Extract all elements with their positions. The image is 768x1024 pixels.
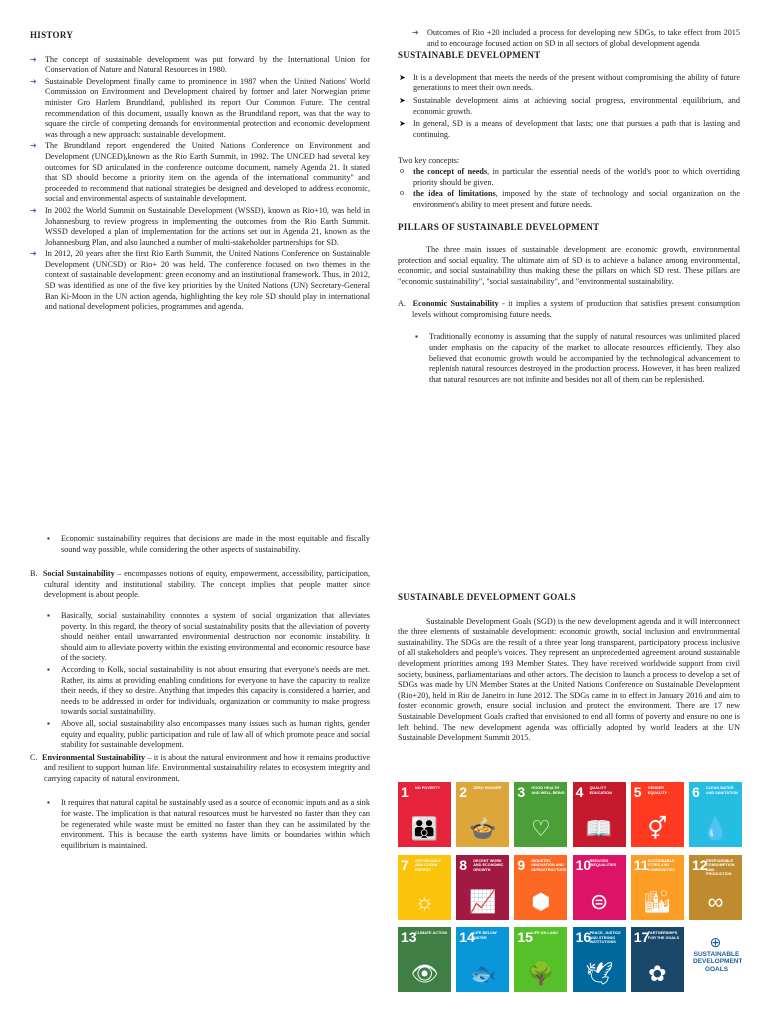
economic-sustainability xyxy=(398,299,740,320)
history-section xyxy=(30,30,370,314)
sdg-tile-number: 11 xyxy=(633,856,649,873)
sd-list xyxy=(398,73,740,141)
sdg-goal-icon: ⚥ xyxy=(647,816,668,841)
sdg-goal-icon: 🏙 xyxy=(643,888,672,914)
sdg-tile xyxy=(456,782,509,847)
item-letter: C. xyxy=(30,752,38,762)
sdg-tile xyxy=(573,782,626,847)
sdg-goal-icon: ✿ xyxy=(648,961,667,986)
sdg-goal-icon: ∞ xyxy=(707,888,724,914)
sdg-goal-icon: ☼ xyxy=(414,888,435,914)
social-bullet: ▪ Above all, social sustainability also encompasses many issues such as human rights, gender equity and equality, public participation and rule of law all of which promote peace and social stability for sustainable development. xyxy=(46,719,370,751)
env-term: Environmental Sustainability xyxy=(42,752,146,762)
history-item: ➜ In 2002 the World Summit on Sustainable Development (WSSD), known as Rio+10, was held in Johannesburg to review progress in implementing the outcomes from the Rio Earth Summit. WSSD developed a plan of implementation for the actions set out in Agenda 21, known as the Johannesburg Plan, and also launched a number of multi-stakeholder partnerships for SD. xyxy=(30,206,370,248)
concept-term: the idea of limitations xyxy=(413,189,496,199)
concept-desc: , in particular the essential needs of the world's poor to which overriding priority should be given. xyxy=(413,166,741,187)
sdg-tile-label: DECENT WORK AND ECONOMIC GROWTH xyxy=(473,858,504,872)
sdg-tile-number: 1 xyxy=(401,784,409,800)
sdg-tile-label: NO POVERTY xyxy=(415,786,440,790)
sdg-tile xyxy=(456,855,509,920)
sdg-tile-number: 16 xyxy=(575,929,592,945)
sdg-goal-icon: 🌳 xyxy=(527,961,555,986)
two-key-concepts: Two key concepts: xyxy=(398,156,460,166)
sdg-tile-number: 2 xyxy=(459,784,467,800)
sdg-tile-number: 9 xyxy=(517,856,526,873)
sdg-tile-number: 8 xyxy=(459,856,467,873)
sdg-goal-icon: 📖 xyxy=(585,816,613,841)
history-item: ➜ In 2012, 20 years after the first Rio Earth Summit, the United Nations Conference on Sustainable Development (UNCSD) or Rio+ 20 was held. The conference focused on two themes in the context of sustainable development: green economy and an institutional framework. Thus, in 2012, SD was identified as one of the five key priorities by the United Nations (UN) Secretary-General Ban Ki-Moon in the UN action agenda, highlighting the key role SD should play in international and national development policies, programmes and agenda. xyxy=(30,249,370,313)
sdg-tile-label: SUSTAINABLE CITIES AND COMMUNITIES xyxy=(647,858,675,872)
concept-list xyxy=(398,167,740,210)
sdg-tile-label: QUALITY EDUCATION xyxy=(589,786,612,795)
sdg-tile-number: 15 xyxy=(517,929,533,945)
social-desc: – encompasses notions of equity, empowerment, accessibility, participation, cultural identity and institutional stability. The concept implies that people matter since development is about people. xyxy=(44,569,370,600)
environmental-sustainability xyxy=(30,753,370,785)
sdg-goals-logo-text: SUSTAINABLE DEVELOPMENT GOALS xyxy=(693,951,742,973)
sdg-tile-number: 6 xyxy=(692,784,700,800)
un-emblem-icon: ⊕ xyxy=(709,934,722,950)
social-bullet: ▪ Basically, social sustainability connotes a system of social organization that alleviates poverty. In this regard, the theory of social sustainability posits that the alleviation of poverty should neither entail unwarranted environmental destruction nor economic instability. It should aim to alleviate poverty within the existing environmental and economic resource base of the society. xyxy=(46,611,370,664)
sdg-tile xyxy=(514,855,567,920)
left-bottom-section xyxy=(30,534,370,852)
econ-term: Economic Sustainability xyxy=(412,299,499,309)
sdg-tile xyxy=(573,855,626,920)
sdg-section xyxy=(398,592,740,744)
history-item: ➜ Sustainable Development finally came to prominence in 1987 when the United Nations' World Commission on Environment and Development chaired by former and later Norwegian prime minister Gro Harlem Brundtland, published its report Our Common Future. The central recommendation of this document, usually known as the Brundtland report, was that the way to square the circle of competing demands for environmental protection and economic development was through a new approach: sustainable development. xyxy=(30,77,370,141)
sdg-goal-icon: 👪 xyxy=(410,816,439,841)
sdg-tile-label: ZERO HUNGER xyxy=(473,786,502,790)
env-desc: – it is about the natural environment and how it remains productive and resilient to support human life. Environmental sustainability relates to ecosystem integrity and carrying capacity of natural environment. xyxy=(44,752,371,783)
item-letter: B. xyxy=(30,569,38,579)
sdg-tile-number: 4 xyxy=(575,784,584,800)
sdg-tile xyxy=(631,855,684,920)
concept-desc: , imposed by the state of technology and social organization on the environment's ability to meet present and future needs. xyxy=(413,189,740,209)
sdg-goal-icon: ⊜ xyxy=(589,888,609,914)
sdg-tile xyxy=(398,782,451,847)
sdg-tile-number: 17 xyxy=(633,929,650,945)
sdg-goal-icon: ♡ xyxy=(531,816,551,841)
sdg-goal-icon: ⬢ xyxy=(531,888,551,914)
social-list xyxy=(46,611,370,751)
history-list xyxy=(30,55,370,313)
sdg-tile-label: REDUCED INEQUALITIES xyxy=(589,858,617,867)
econ-bullet: ▪ Traditionally economy is assuming that the supply of natural resources was unlimited placed under emphasis on the capacity of the market to allocate resources efficiently. They also believed that economic growth would be accompanied by the technological advancement to replenish natural resources destroyed in the production process. However, it has been realized that natural resources are not infinite and besides not all of them can be replenished. xyxy=(414,332,740,385)
sdg-heading: SUSTAINABLE DEVELOPMENT GOALS xyxy=(398,592,576,602)
sdg-tile xyxy=(456,927,509,992)
social-bullet: ▪ According to Kolk, social sustainability is not about ensuring that everyone's needs are met. Rather, its aims at providing enabling conditions for everyone to have the capacity to realize their needs, if they so desire. Anything that impedes this capacity is considered a barrier, and needs to be addressed in order for individuals, organization or community to make progress towards social sustainability. xyxy=(46,665,370,718)
env-bullet: ▪ It requires that natural capital be sustainably used as a source of economic inputs and as a sink for waste. The implication is that natural resources must be harvested no faster than they can be regenerated while waste must be emitted no faster than they can be assimilated by the environment. This is because the earth systems have limits or boundaries within which equilibrium is maintained. xyxy=(46,798,370,851)
sdg-goal-icon: 📈 xyxy=(468,888,497,914)
sdg-tile xyxy=(514,782,567,847)
social-sustainability xyxy=(30,569,370,601)
sdg-tile-label: RESPONSIBLE CONSUMPTION AND PRODUCTION xyxy=(706,858,735,876)
social-term: Social Sustainability xyxy=(42,569,115,579)
right-top-section xyxy=(398,28,740,386)
sdg-tile-label: CLEAN WATER AND SANITATION xyxy=(706,786,738,795)
sdg-tile-label: CLIMATE ACTION xyxy=(415,931,448,935)
econ-desc: - it implies a system of production that satisfies present consumption levels without compromising future needs. xyxy=(412,299,740,319)
concept-item xyxy=(398,189,740,210)
sdg-tile-label: LIFE BELOW WATER xyxy=(473,931,497,940)
history-item: ➜ The concept of sustainable development was put forward by the International Union for Conservation of Nature and Natural Resources in 1980. xyxy=(30,55,370,76)
concept-term: the concept of needs xyxy=(413,166,488,176)
sdg-tile-number: 14 xyxy=(459,929,475,945)
sdg-tile xyxy=(631,782,684,847)
sdg-tile xyxy=(689,855,742,920)
sdg-tile-number: 5 xyxy=(633,784,642,800)
sdg-tile-label: PARTNERSHIPS FOR THE GOALS xyxy=(647,931,680,940)
pillars-paragraph: The three main issues of sustainable development are economic growth, environmental protection and social equality. The ultimate aim of SD is to achieve a balance among environmental, economic, and social sustainability thus making these the pillars on which SD rest. These pillars are "economic sustainability", "social sustainability", and "environmental sustainability. xyxy=(398,244,740,286)
sdg-tile-label: INDUSTRY, INNOVATION AND INFRASTRUCTURE xyxy=(531,858,567,872)
concept-item xyxy=(398,167,740,188)
sdg-goal-icon: 👁 xyxy=(410,961,439,986)
sdg-goals-logo xyxy=(689,927,742,992)
rio-outcome-item: ➜ Outcomes of Rio +20 included a process for developing new SDGs, to take effect from 2015 and to encourage focused action on SD in all sectors of global development agenda xyxy=(412,28,740,49)
history-item: ➜ The Brundtland report engendered the United Nations Conference on Environment and Development (UNCED),known as the Rio Earth Summit, in 1992. The UNCED had several key outcomes for SD articulated in the conference outcome document, namely Agenda 21. It stated that SD should become a priority item on the agenda of the international community" and proceeded to recommend that national strategies be designed and developed to address economic, social and environmental aspects of sustainable development. xyxy=(30,141,370,205)
sdg-tile xyxy=(689,782,742,847)
sdg-goal-icon: 💧 xyxy=(701,816,730,841)
sdg-tile xyxy=(398,855,451,920)
econ-bullet-2: ▪ Economic sustainability requires that decisions are made in the most equitable and fiscally sound way possible, while considering the other aspects of sustainability. xyxy=(46,534,370,555)
sdg-tile xyxy=(631,927,684,992)
sd-heading: SUSTAINABLE DEVELOPMENT xyxy=(398,50,541,61)
sdg-grid xyxy=(398,782,743,998)
sdg-tile-label: PEACE, JUSTICE AND STRONG INSTITUTIONS xyxy=(589,931,621,944)
sdg-paragraph: Sustainable Development Goals (SGD) is the new development agenda and it will interconnect the three elements of sustainable development: economic growth, social inclusion and environmental sustainability. The SDGs are the result of a three year long transparent, participatory process inclusive of all stakeholders and people's voices. They represent an unprecedented agreement around sustainable development priorities among 193 Member States. They have received worldwide support from civil society, business, parliamentarians and other actors. The decision to launch a process to develop a set of SDGs was made by UN Member States at the United Nations Conference on Sustainable Development (Rio+20), held in Rio de Janeiro in June 2012. The SDGs came in to effect in January 2016 and aim to foster economic growth, ensure social inclusion and protect the environment. There are 17 new Sustainable Development Goals crafted that envisioned to end all forms of poverty and ensure no one is left behind. The new development agenda was officially adopted by world leaders at the UN Sustainable Development Summit 2015. xyxy=(398,616,740,743)
sdg-tile-number: 10 xyxy=(575,856,592,873)
sdg-tile xyxy=(398,927,451,992)
sdg-tile-number: 12 xyxy=(692,856,708,873)
sdg-tile-number: 13 xyxy=(401,929,417,945)
sdg-tile-number: 3 xyxy=(517,784,526,800)
sdg-tile-label: GENDER EQUALITY xyxy=(647,786,667,795)
sd-item: ➤ It is a development that meets the needs of the present without compromising the ability of future generations to meet their own needs. xyxy=(398,73,740,94)
sdg-goal-icon: 🍲 xyxy=(468,816,497,841)
sd-item: ➤ Sustainable development aims at achieving social progress, environmental equilibrium, and economic growth. xyxy=(398,96,740,117)
sdg-tile-label: GOOD HEALTH AND WELL-BEING xyxy=(531,786,565,795)
history-heading: HISTORY xyxy=(30,30,74,40)
sdg-goal-icon: 🐟 xyxy=(468,961,497,986)
sdg-tile-label: AFFORDABLE AND CLEAN ENERGY xyxy=(415,858,442,872)
sd-item: ➤ In general, SD is a means of development that lasts; one that pursues a path that is lasting and continuing. xyxy=(398,119,740,140)
pillars-heading: PILLARS OF SUSTAINABLE DEVELOPMENT xyxy=(398,222,600,233)
sdg-goal-icon: 🕊 xyxy=(585,961,614,986)
sdg-tile xyxy=(514,927,567,992)
item-letter: A. xyxy=(398,299,406,309)
sdg-tile-number: 7 xyxy=(401,856,409,873)
sdg-tile-label: LIFE ON LAND xyxy=(531,931,558,935)
sdg-tile xyxy=(573,927,626,992)
